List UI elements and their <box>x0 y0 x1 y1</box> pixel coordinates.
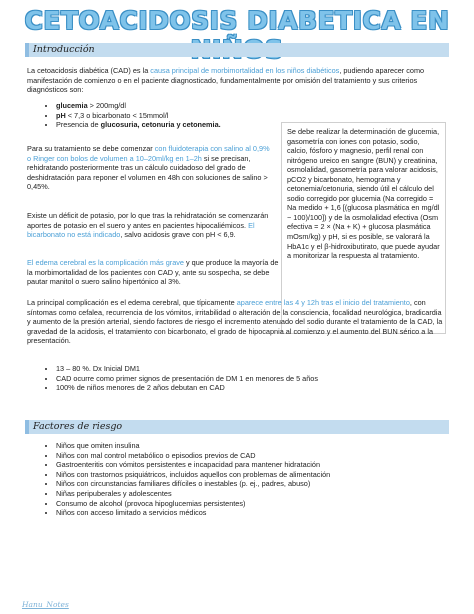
risk-item: • Niños con acceso limitado a servicios médicos <box>56 508 466 518</box>
page-title: CETOACIDOSIS DIABETICA EN <box>24 6 450 35</box>
stats-list <box>34 364 456 393</box>
risk-item: • Niños que omiten insulina <box>56 441 466 451</box>
risk-list <box>34 441 466 518</box>
intro-paragraph-1: La cetoacidosis diabética (CAD) es la causa principal de morbimortalidad en los niños diabéticos, pudiendo aparecer como manifestación de comienzo o en el paciente diagnosticado, fundamentalmente por omisión del tratamiento y sus criterios diagnósticos son: <box>27 66 425 95</box>
risk-item: • Niños con circunstancias familiares difíciles o inestables (p. ej., padres, abuso) <box>56 479 466 489</box>
intro-paragraph-2: Para su tratamiento se debe comenzar con fluidoterapia con salino al 0,9% o Ringer con bolos de volumen a 10–20ml/kg en 1–2h si se precisan, rehidratando posteriormente tras un cálculo cuidadoso del grado de deshidratación para reponer el volumen en 48h con soluciones de salino > 0,45%. <box>27 144 270 192</box>
risk-item: • Niños con trastornos psiquiátricos, incluidos aquellos con problemas de alimentación <box>56 470 466 480</box>
stats-item: • CAD ocurre como primer signos de presentación de DM 1 en menores de 5 años <box>56 374 456 384</box>
risk-item: • Niños con mal control metabólico o episodios previos de CAD <box>56 451 466 461</box>
risk-heading: Factores de riesgo <box>25 420 449 434</box>
intro-paragraph-3: Existe un déficit de potasio, por lo que tras la rehidratación se comenzarán aportes de potasio en el suero y antes en pacientes hipocaliémicos. El bicarbonato no está indicado, salvo acidosis grave con pH < 6,9. <box>27 211 269 240</box>
criteria-item: • pH < 7,3 o bicarbonato < 15mmol/l <box>56 111 296 121</box>
criteria-item: • Presencia de glucosuria, cetonuria y cetonemia. <box>56 120 296 130</box>
intro-paragraph-5: La principal complicación es el edema cerebral, que típicamente aparece entre las 4 y 12h tras el inicio del tratamiento, con síntomas como cefalea, recurrencia de los vómitos, irritabilidad o alteración de la consciencia, focalidad neurológica, bradicardia y aumento de la presión arterial, siendo factores de riesgo el incremento atenuado del sodio durante el tratamiento de la CAD, la gravedad de la acidosis, el tratamiento con bicarbonato, el grado de hipocapnia al comienzo y el aumento del BUN sérico a la presentación. <box>27 298 443 346</box>
stats-item: • 100% de niños menores de 2 años debutan en CAD <box>56 383 456 393</box>
footer-signature: Hanu_Notes <box>22 600 69 609</box>
lab-tests-box: Se debe realizar la determinación de glucemia, gasometría con iones con potasio, sodio, calcio, fósforo y magnesio, perfil renal con nitrógeno ureico en sangre (BUN) y creatinina, osmolalidad, gasometría para valorar acidosis, pCO2 y bicarbonato, hemograma y cetonemia/cetonuria, siendo útil el cálculo del sodio corregido por glucemia (Na corregido = Na medido + 1,6 [(glucosa plasmática en mg/dl − 100)/100]) y de la osmolalidad efectiva (Osm efectiva = 2 × (Na + K) + glucosa plasmática mOsm/kg) y pH, si es posible, se valorará la HbA1c y el β-hidroxibutirato, que puede ayudar a monitorizar la respuesta al tratamiento. <box>281 122 446 334</box>
risk-item: • Niñas peripuberales y adolescentes <box>56 489 466 499</box>
intro-paragraph-4: El edema cerebral es la complicación más grave y que produce la mayoría de la morbimortalidad de los pacientes con CAD y, ante su sospecha, se debe pautar manitol o suero salino hipertónico al 3%. <box>27 258 279 287</box>
criteria-item: • glucemia > 200mg/dl <box>56 101 296 111</box>
intro-heading: Introducción <box>25 43 449 57</box>
stats-item: • 13 – 80 %. Dx Inicial DM1 <box>56 364 456 374</box>
criteria-list <box>34 101 296 130</box>
risk-item: • Gastroenteritis con vómitos persistentes e incapacidad para mantener hidratación <box>56 460 466 470</box>
risk-item: • Consumo de alcohol (provoca hipoglucemias persistentes) <box>56 499 466 509</box>
